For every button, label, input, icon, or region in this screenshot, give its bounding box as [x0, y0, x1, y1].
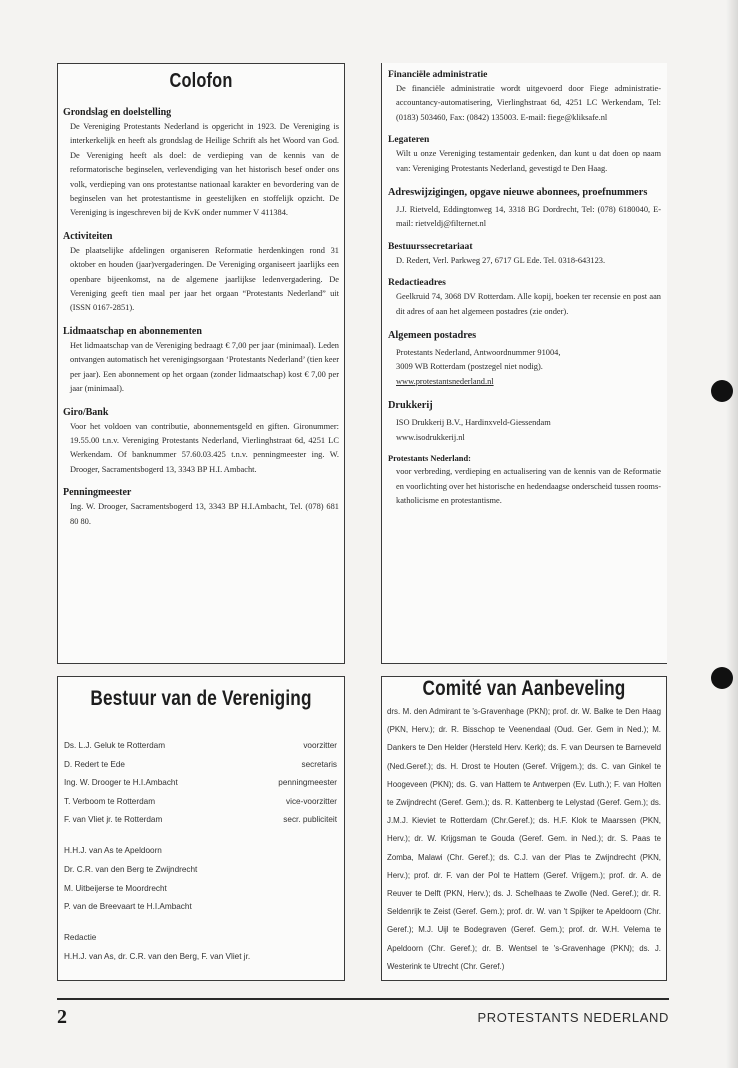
section-heading: Activiteiten: [63, 230, 113, 242]
officer-row: [63, 811, 339, 830]
binder-hole: [711, 667, 733, 689]
binder-hole: [711, 380, 733, 402]
section-heading: Legateren: [388, 134, 430, 146]
section-body: voor verbreding, verdieping en actualisering van de kennis van de Reformatie en voorlichting over het historische en hedendaagse onderscheid tussen rooms-katholicisme en protestantisme.: [396, 467, 661, 505]
officer-role: secr. publiciteit: [283, 815, 337, 825]
admin-section-redactieadres: [388, 277, 661, 319]
website-link[interactable]: www.protestantsnederland.nl: [396, 376, 494, 386]
section-body: Geelkruid 74, 3068 DV Rotterdam. Alle kopij, boeken ter recensie en post aan dit adres of aan het algemeen postadres (zie onder).: [396, 292, 661, 316]
footer-magazine-title: PROTESTANTS NEDERLAND: [477, 1010, 669, 1025]
member-item: M. Uitbeijerse te Moordrecht: [64, 883, 167, 893]
officer-row: [63, 774, 339, 793]
redactie-block: [63, 929, 339, 967]
admin-section-protestants-nederland: [388, 454, 661, 508]
colofon-section-giro-bank: [63, 407, 339, 478]
section-body: Het lidmaatschap van de Vereniging bedraagt € 7,00 per jaar (minimaal). Leden ontvangen automatisch het verenigingsorgaan ‘Protestants Nederland’ (tien keer per jaar). Een abonnement op het orgaan (zonder lidmaatschap) kost € 7,00 per jaar (minimaal).: [70, 340, 339, 394]
member-item: H.H.J. van As te Apeldoorn: [64, 845, 162, 855]
officer-name: T. Verboom te Rotterdam: [64, 796, 156, 806]
section-heading: Algemeen postadres: [388, 330, 477, 342]
administration-box: [381, 63, 667, 664]
comite-box: [381, 676, 667, 981]
colofon-section-activiteiten: [63, 231, 339, 316]
admin-section-drukkerij: [388, 398, 661, 445]
section-heading: Bestuurssecretariaat: [388, 240, 473, 252]
admin-section-adreswijzigingen: [388, 185, 661, 232]
member-list: [63, 842, 339, 917]
footer-rule: [57, 998, 669, 1000]
section-body: [396, 416, 661, 445]
comite-member-text: drs. M. den Admirant te 's-Gravenhage (PKN); prof. dr. W. Balke te Den Haag (PKN, Herv.); dr. R. Bisschop te Veenendaal (Oud. Ger. Gem in Ned.); M. Dankers te Den Helder (Hersteld Herv. Kerk); ds. F. van Deursen te Barneveld (Ned.Geref.); ds. H. Drost te Houten (Geref. Vrijgem.); ds. C. van Ginkel te Hoogeveen (PKN); ds. G. van Hattem te Antwerpen (Ev. Luth.); F. van Holten te Zwijndrecht (Geref. Gem.); ds. R. Kattenberg te Lelystad (Geref. Gem.); ds. J.M.J. Kieviet te Rotterdam (Chr.Geref.); ds. H.F. Klok te Maarssen (PKN, Herv.); dr. W. Krijgsman te Gouda (Geref. Gem. in Ned.); dr. S. Paas te Zomba, Malawi (Chr. Geref.); ds. C.J. van der Plas te Zwijndrecht (PKN, Herv.); prof. dr. F. van der Pol te Hattem (Geref. Vrijgem.); prof. dr. A. de Reuver te Delft (PKN, Herv.); ds. J. Schelhaas te Zwolle (Ned. Geref.); dr. R. Seldenrijk te Zeist (Geref. Gem.); prof. dr. W. van 't Spijker te Apeldoorn (Chr. Geref.); M.J. Uijl te Bodegraven (Geref. Gem.); prof. dr. W.H. Velema te Apeldoorn (Chr. Geref.); dr. B. Wentsel te 's-Gravenhage (PKN); ds. J. Westerink te Utrecht (Chr. Geref.): [387, 707, 661, 971]
bestuur-title: Bestuur van de Vereniging: [90, 687, 312, 710]
officer-role: secretaris: [301, 759, 337, 769]
section-heading: Penningmeester: [63, 487, 132, 499]
officer-row: [63, 756, 339, 775]
officer-name: Ing. W. Drooger te H.I.Ambacht: [64, 778, 178, 788]
officer-role: penningmeester: [278, 778, 337, 788]
section-body: [396, 346, 661, 389]
section-body: Wilt u onze Vereniging testamentair gedenken, dan kunt u dat doen op naam van: Vereniging Protestants Nederland, gevestigd te Den Haag.: [396, 149, 661, 173]
officer-role: vice-voorzitter: [286, 796, 337, 806]
section-heading: Drukkerij: [388, 400, 433, 412]
section-heading: Protestants Nederland:: [388, 454, 471, 464]
officer-name: F. van Vliet jr. te Rotterdam: [64, 815, 163, 825]
colofon-section-penningmeester: [63, 487, 339, 529]
bestuur-box: [57, 676, 345, 981]
officer-list: [63, 737, 339, 830]
colofon-section-lidmaatschap: [63, 326, 339, 397]
scan-edge-shadow: [726, 0, 738, 1068]
section-body: Ing. W. Drooger, Sacramentsbogerd 13, 3343 BP H.I.Ambacht, Tel. (078) 681 80 80.: [70, 502, 339, 526]
section-body: De plaatselijke afdelingen organiseren Reformatie herdenkingen rond 31 oktober en houden (jaar)vergaderingen. De Vereniging organiseert jaarlijks een openbare bijeenkomst, na de algemene jaarlijkse ledenvergadering. De Vereniging geeft tien maal per jaar het orgaan “Protestants Nederland” uit (ISSN 0167-2851).: [70, 245, 339, 313]
redactie-names: H.H.J. van As, dr. C.R. van den Berg, F. van Vliet jr.: [64, 951, 251, 961]
redactie-label: Redactie: [64, 933, 97, 943]
section-body: D. Redert, Verl. Parkweg 27, 6717 GL Ede. Tel. 0318-643123.: [396, 255, 606, 265]
section-heading: Grondslag en doelstelling: [63, 107, 172, 118]
officer-name: Ds. L.J. Geluk te Rotterdam: [64, 741, 166, 750]
spacer: [63, 830, 339, 842]
admin-section-postadres: [388, 328, 661, 389]
drukkerij-website[interactable]: www.isodrukkerij.nl: [396, 432, 465, 442]
officer-row: [63, 737, 339, 756]
admin-section-bestuurssecretariaat: [388, 241, 661, 268]
section-body: De financiële administratie wordt uitgevoerd door Fiege administratie-accountancy-automatisering, Vierlinghstraat 6d, 4251 LC Werkendam, Tel: (0183) 503460, Fax: (0842) 135003. E-mail: fiege@kliksafe.nl: [396, 84, 661, 122]
member-item: Dr. C.R. van den Berg te Zwijndrecht: [64, 864, 198, 874]
section-heading: Giro/Bank: [63, 406, 109, 418]
spacer: [63, 917, 339, 929]
postadres-line-1: Protestants Nederland, Antwoordnummer 91004,: [396, 348, 561, 358]
officer-role: voorzitter: [303, 741, 337, 750]
officer-row: [63, 793, 339, 812]
colofon-section-grondslag: [63, 107, 339, 221]
section-body: Voor het voldoen van contributie, abonnementsgeld en giften. Gironummer: 19.55.00 t.n.v. Vereniging Protestants Nederland, Vierlinghstraat 6d, 4251 LC Werkendam. Of banknummer 57.60.03.425 t.n.v. penningmeester ing. W. Drooger, Sacramentsbogerd 13, 3343 BP H.I. Ambacht.: [70, 421, 339, 474]
admin-section-financieel: [388, 69, 661, 125]
member-item: P. van de Breevaart te H.I.Ambacht: [64, 902, 192, 912]
section-heading: Financiële administratie: [388, 69, 488, 80]
page-number: 2: [57, 1006, 67, 1028]
comite-title: Comité van Aanbeveling: [422, 677, 626, 700]
section-body: De Vereniging Protestants Nederland is opgericht in 1923. De Vereniging is interkerkelijk en heeft als grondslag de Heilige Schrift als het Woord van God. De Vereniging heeft als doel: de verdieping van de kennis van de reformatorische beginselen, verlevendiging van het historisch besef onder ons volk, verdieping van ons protestantse nationaal karakter en bevordering van de beginselen van het protestantisme in geestelijken en stoffelijk opzicht. De Vereniging is ingeschreven bij de KvK onder nummer V 411384.: [70, 122, 339, 218]
section-body: J.J. Rietveld, Eddingtonweg 14, 3318 BG Dordrecht, Tel: (078) 6180040, E-mail: rietveldj@filternet.nl: [396, 205, 661, 229]
section-heading: Lidmaatschap en abonnementen: [63, 325, 202, 337]
section-heading: Redactieadres: [388, 277, 446, 289]
colofon-title: Colofon: [169, 70, 233, 92]
section-heading: Adreswijzigingen, opgave nieuwe abonnees, proefnummers: [388, 187, 648, 199]
admin-section-legateren: [388, 134, 661, 176]
colofon-box: [57, 63, 345, 664]
officer-name: D. Redert te Ede: [64, 759, 125, 769]
postadres-line-2: 3009 WB Rotterdam (postzegel niet nodig).: [396, 362, 543, 372]
drukkerij-line-1: ISO Drukkerij B.V., Hardinxveld-Giessendam: [396, 418, 551, 428]
